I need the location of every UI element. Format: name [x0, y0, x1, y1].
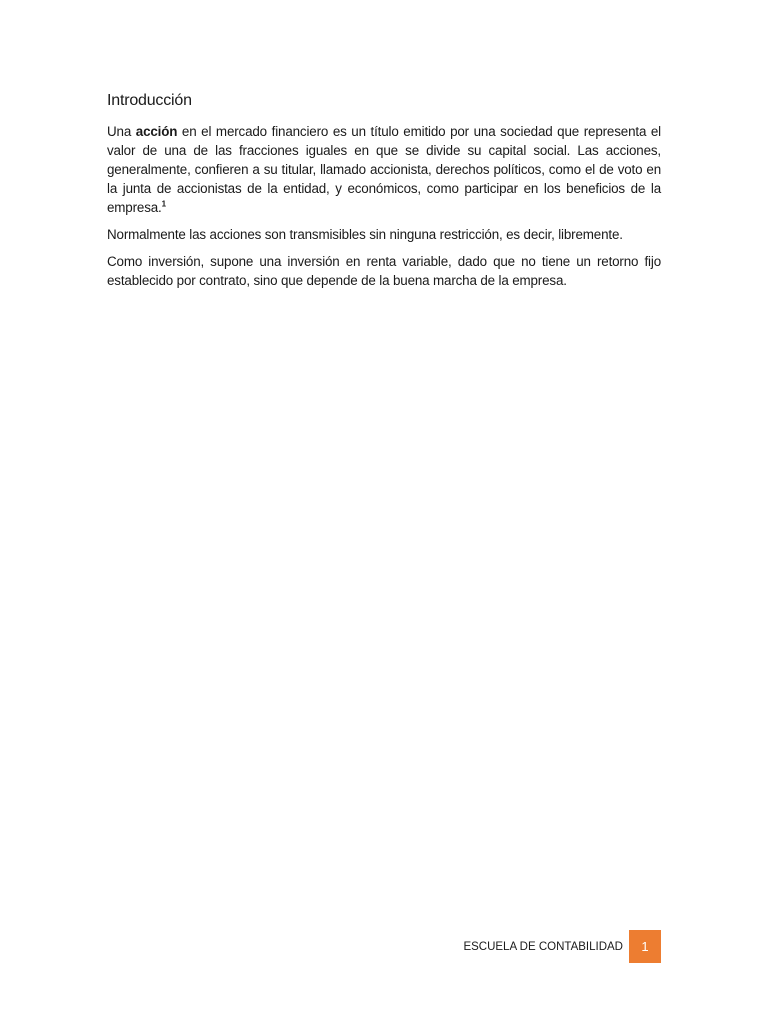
paragraph-investment: Como inversión, supone una inversión en renta variable, dado que no tiene un retorno fijo establecido por contrato, sino que depende de la buena marcha de la empresa.: [107, 254, 661, 288]
page-number: 1: [641, 939, 649, 954]
page-footer: [463, 930, 661, 963]
paragraph-lead: Una: [107, 124, 136, 139]
paragraph-body: en el mercado financiero es un título emitido por una sociedad que representa el valor de una de las fracciones iguales en que se divide su capital social. Las acciones, generalmente, confieren a su titular, llamado accionista, derechos políticos, como el de voto en la junta de accionistas de la entidad, y económicos, como participar en los beneficios de la empresa.: [107, 124, 661, 215]
section-heading: Introducción: [107, 92, 192, 109]
paragraph-definition: [107, 122, 661, 217]
footnote-reference[interactable]: 1: [161, 199, 166, 209]
footer-label: ESCUELA DE CONTABILIDAD: [463, 940, 623, 953]
page-content: [107, 92, 661, 298]
page-number-badge: [629, 930, 661, 963]
bold-term: acción: [135, 124, 178, 139]
paragraph-transferability: Normalmente las acciones son transmisibles sin ninguna restricción, es decir, libremente.: [107, 227, 623, 242]
